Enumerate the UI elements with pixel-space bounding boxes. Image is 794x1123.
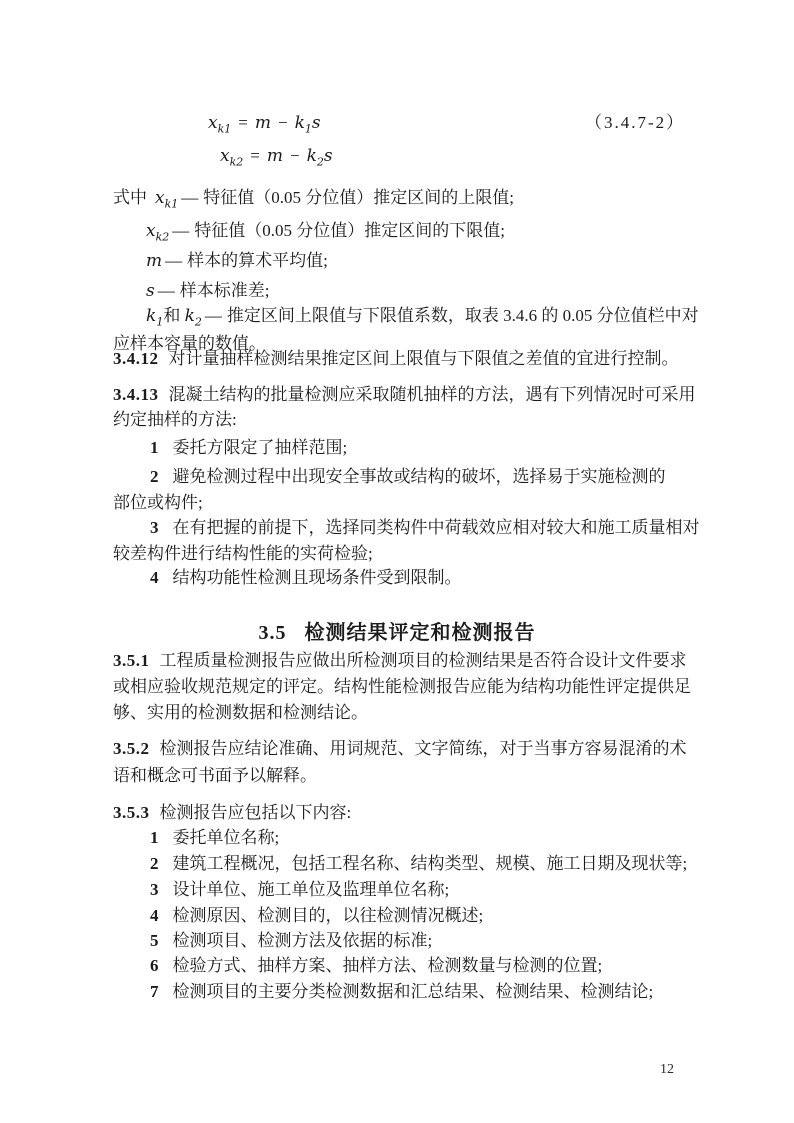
list-item-text: 检测项目的主要分类检测数据和汇总结果、检测结果、检测结论;	[172, 982, 654, 1001]
equation-1	[208, 112, 321, 137]
definition-dash: —	[165, 251, 183, 270]
where-var-m: m	[146, 251, 163, 271]
list-item-number: 4	[150, 906, 159, 925]
equation-1-mean: m	[254, 113, 271, 133]
clause-number: 3.5.3	[113, 803, 150, 822]
list-item-number: 2	[150, 467, 159, 486]
clause-3-5-1-continuation-1	[113, 676, 691, 698]
clause-3-4-12	[113, 348, 679, 370]
definition-dash: —	[157, 281, 175, 300]
where-prefix: 式中	[113, 188, 147, 207]
list-item-text: 检测项目、检测方法及依据的标准;	[172, 931, 433, 950]
where-var-k2: k	[184, 306, 195, 326]
list-item-continuation-text: 部位或构件;	[113, 493, 203, 512]
where-def-m-text: 样本的算术平均值;	[187, 251, 328, 270]
clause-3-5-3-item-1	[150, 827, 279, 849]
clause-3-5-3	[113, 802, 351, 824]
list-item-number: 7	[150, 982, 159, 1001]
list-item-number: 3	[150, 880, 159, 899]
list-item-text: 在有把握的前提下，选择同类构件中荷载效应相对较大和施工质量相对	[172, 518, 700, 537]
clause-3-5-3-item-3	[150, 879, 449, 901]
list-item-text: 结构功能性检测且现场条件受到限制。	[172, 568, 462, 587]
equation-number	[585, 112, 685, 134]
clause-3-4-13-continuation-text: 约定抽样的方法:	[113, 410, 237, 429]
where-def-m	[146, 250, 328, 272]
list-item-text: 建筑工程概况，包括工程名称、结构类型、规模、施工日期及现状等;	[172, 854, 688, 873]
where-def-xk1	[113, 187, 514, 212]
minus-sign: −	[277, 113, 288, 132]
minus-sign: −	[289, 146, 300, 165]
clause-3-5-2-continuation-text: 语和概念可书面予以解释。	[113, 766, 317, 785]
equation-1-variable: x	[208, 113, 218, 133]
where-def-k1k2	[146, 305, 699, 330]
equation-1-subscript: k1	[217, 122, 232, 136]
equation-2-coefficient: k	[306, 146, 317, 166]
list-item-text: 避免检测过程中出现安全事故或结构的破坏，选择易于实施检测的	[172, 467, 666, 486]
clause-3-5-3-text: 检测报告应包括以下内容:	[159, 803, 352, 822]
clause-3-4-13-text: 混凝土结构的批量检测应采取随机抽样的方法，遇有下列情况时可采用	[168, 385, 696, 404]
clause-number: 3.4.13	[113, 385, 159, 404]
page-number	[660, 1061, 674, 1079]
where-var-k1-subscript: 1	[156, 315, 164, 329]
clause-3-5-3-item-6	[150, 955, 602, 977]
where-def-k1k2-text: 推定区间上限值与下限值系数，取表 3.4.6 的 0.05 分位值栏中对	[226, 306, 699, 325]
list-item-text: 委托方限定了抽样范围;	[172, 438, 348, 457]
clause-3-4-13-item-3	[150, 517, 700, 539]
clause-number: 3.4.12	[113, 349, 159, 368]
where-var-k1: k	[146, 306, 157, 326]
equation-2-mean: m	[266, 146, 283, 166]
clause-3-4-13-item-2-continuation	[113, 492, 203, 514]
list-item-text: 检测原因、检测目的，以往检测情况概述;	[172, 906, 484, 925]
list-item-continuation-text: 较差构件进行结构性能的实荷检验;	[113, 544, 373, 563]
clause-3-4-13-item-4	[150, 567, 462, 589]
where-def-s	[146, 280, 269, 302]
clause-3-5-1-continuation-text: 够、实用的检测数据和检测结论。	[113, 703, 368, 722]
equation-2-variable: x	[220, 146, 230, 166]
list-item-number: 2	[150, 854, 159, 873]
clause-3-5-1-continuation-2	[113, 702, 368, 724]
clause-3-4-13-item-3-continuation	[113, 543, 373, 565]
list-item-number: 3	[150, 518, 159, 537]
clause-number: 3.5.2	[113, 739, 150, 758]
clause-3-5-3-item-2	[150, 853, 687, 875]
clause-3-5-1-text: 工程质量检测报告应做出所检测项目的检测结果是否符合设计文件要求	[159, 651, 687, 670]
clause-3-4-13-item-1	[150, 437, 347, 459]
clause-3-4-13-item-2	[150, 466, 666, 488]
where-var-x-subscript: k2	[155, 230, 170, 244]
list-item-number: 1	[150, 438, 159, 457]
equation-1-coefficient: k	[294, 113, 305, 133]
equation-2-stddev: s	[323, 146, 333, 166]
section-heading-number: 3.5	[258, 622, 287, 644]
list-item-number: 5	[150, 931, 159, 950]
where-var-x: x	[146, 221, 156, 241]
list-item-text: 委托单位名称;	[172, 828, 280, 847]
where-var-x: x	[155, 188, 165, 208]
clause-number: 3.5.1	[113, 651, 150, 670]
definition-dash: —	[172, 221, 190, 240]
list-item-text: 检验方式、抽样方案、抽样方法、检测数量与检测的位置;	[172, 956, 603, 975]
equation-2	[220, 145, 333, 170]
definition-dash: —	[204, 306, 222, 325]
equals-sign: =	[250, 146, 260, 165]
clause-3-4-13	[113, 384, 696, 406]
clause-3-5-3-item-4	[150, 905, 483, 927]
section-heading-title: 检测结果评定和检测报告	[304, 622, 536, 644]
equation-number-text: （3.4.7-2）	[585, 113, 686, 132]
page-number-text: 12	[660, 1062, 674, 1077]
equation-1-coefficient-subscript: 1	[304, 122, 312, 136]
list-item-text: 设计单位、施工单位及监理单位名称;	[172, 880, 450, 899]
section-heading	[0, 616, 794, 645]
where-def-k1k2-continuation-text: 应样本容量的数值。	[113, 334, 266, 353]
where-var-k2-subscript: 2	[194, 315, 202, 329]
equation-2-coefficient-subscript: 2	[316, 155, 324, 169]
equals-sign: =	[238, 113, 248, 132]
clause-3-5-3-item-5	[150, 930, 432, 952]
list-item-number: 4	[150, 568, 159, 587]
where-def-xk2	[146, 220, 505, 245]
where-var-s: s	[146, 281, 155, 301]
where-def-s-text: 样本标准差;	[179, 281, 270, 300]
clause-3-5-2-continuation	[113, 765, 317, 787]
equation-2-subscript: k2	[229, 155, 244, 169]
clause-3-5-2	[113, 738, 687, 760]
definition-dash: —	[181, 188, 199, 207]
clause-3-5-3-item-7	[150, 981, 653, 1003]
list-item-number: 1	[150, 828, 159, 847]
equation-1-stddev: s	[311, 113, 321, 133]
clause-3-5-2-text: 检测报告应结论准确、用词规范、文字简练，对于当事方容易混淆的术	[159, 739, 687, 758]
where-def-xk1-text: 特征值（0.05 分位值）推定区间的上限值;	[203, 188, 514, 207]
clause-3-5-1-continuation-text: 或相应验收规范规定的评定。结构性能检测报告应能为结构功能性评定提供足	[113, 677, 691, 696]
clause-3-5-1	[113, 650, 687, 672]
list-item-number: 6	[150, 956, 159, 975]
where-def-xk2-text: 特征值（0.05 分位值）推定区间的下限值;	[194, 221, 505, 240]
where-var-x-subscript: k1	[164, 197, 179, 211]
clause-3-4-12-text: 对计量抽样检测结果推定区间上限值与下限值之差值的宜进行控制。	[168, 349, 679, 368]
and-text: 和	[163, 306, 181, 325]
clause-3-4-13-continuation	[113, 409, 237, 431]
